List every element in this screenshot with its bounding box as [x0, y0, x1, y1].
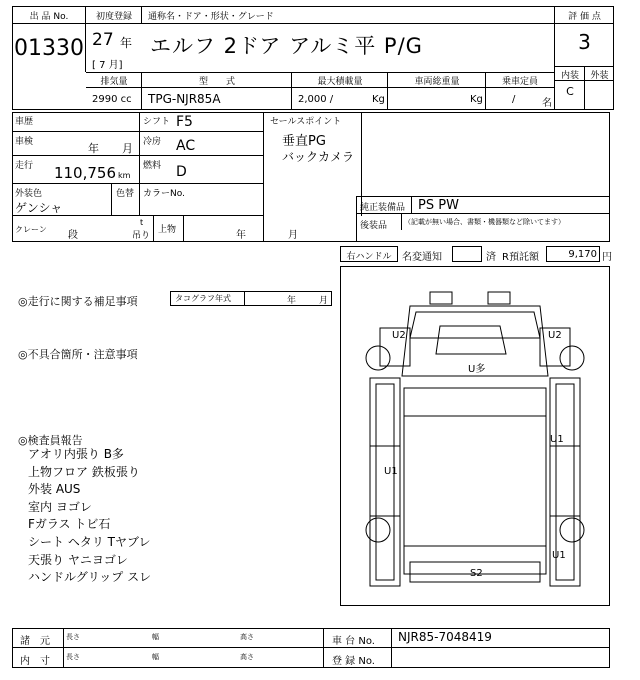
interior-label: 内装 [560, 71, 579, 81]
shift-label: シフト [143, 117, 171, 127]
gross-unit: Kg [470, 94, 483, 105]
mileage-value: 110,756 [53, 164, 116, 182]
interior-value: C [566, 85, 574, 98]
inspector-item: シート ヘタリ Tヤブレ [28, 534, 151, 549]
diagram-mark: U2 [548, 330, 562, 341]
reg-month: [ 7 月] [92, 60, 123, 71]
inspector-label: ◎検査員報告 [18, 434, 83, 447]
lot-label-cell [12, 6, 86, 24]
shift-value: F5 [176, 114, 193, 130]
tax-label: 済 [486, 252, 496, 263]
crane-lift: 吊り [132, 231, 151, 241]
capacity-value: / [512, 94, 516, 105]
diagram-mark: U2 [392, 330, 406, 341]
front-right-wheel [560, 346, 584, 370]
dims-label: 諸 元 [20, 636, 50, 647]
capacity-label: 乗車定員 [501, 77, 538, 87]
reg-label: 登 録 No. [332, 656, 375, 667]
diagram-mark: U1 [550, 434, 564, 445]
reg-year: 27 [92, 30, 114, 50]
recycle-unit: 円 [602, 252, 612, 263]
color-change-label: 色替 [116, 189, 135, 199]
steering-cell [340, 246, 398, 262]
ac-value: AC [176, 138, 196, 154]
name-change-label: 名変通知 [402, 252, 442, 263]
fuel-label: 燃料 [143, 161, 162, 171]
lot-cell [12, 24, 86, 72]
chassis-value: NJR85-7048419 [398, 630, 492, 644]
chassis-label: 車 台 No. [332, 636, 375, 647]
inspector-item: ハンドルグリップ スレ [28, 570, 152, 585]
first-reg-label: 初度登録 [95, 12, 132, 22]
history-label: 車歴 [15, 117, 34, 127]
recycle-value: 9,170 [568, 249, 597, 260]
diagram-mark: U1 [552, 550, 566, 561]
tacho-year: 年 [287, 296, 297, 306]
max-load-label: 最大積載量 [317, 77, 363, 87]
tacho-month: 月 [319, 296, 329, 306]
grade-value: 3 [578, 30, 591, 54]
model-label: 型 式 [198, 77, 235, 87]
inspector-item: アオリ内張り B多 [28, 447, 124, 461]
inner-height-label: 高さ [240, 653, 254, 661]
max-load-unit: Kg [372, 94, 385, 105]
inner-length-label: 長さ [66, 653, 80, 661]
lift-label: 上物 [158, 225, 177, 235]
defects-label: ◎不具合箇所・注意事項 [18, 348, 138, 361]
crane-label: クレーン [15, 225, 47, 234]
name-label-cell [142, 6, 554, 24]
after-equipment-note: （記載が無い場合、書類・機器類など除いてます） [404, 218, 565, 226]
length-label: 長さ [66, 633, 80, 641]
after-equipment-label: 後装品 [360, 221, 388, 231]
sales-point-2: バックカメラ [282, 150, 355, 164]
diagram-mark: U多 [468, 364, 486, 375]
max-load-value: 2,000 / [298, 94, 334, 105]
grade-cell [554, 6, 614, 72]
recycle-box [546, 246, 600, 262]
std-equipment-label: 純正装備品 [360, 203, 406, 213]
width-label: 幅 [152, 633, 159, 641]
truck-diagram [340, 266, 610, 606]
inner-width-label: 幅 [152, 653, 159, 661]
name-label: 通称名・ドア・形状・グレード [148, 12, 274, 22]
inspection-year: 年 [88, 142, 99, 155]
fuel-value: D [176, 164, 187, 180]
inspector-item: 外装 AUS [28, 482, 81, 497]
crane-tons: t [140, 218, 144, 227]
lot-number: 01330 [14, 36, 84, 61]
recycle-label: R預託額 [502, 252, 539, 263]
displacement-value: 2990 cc [92, 94, 132, 105]
grade-label: 評 価 点 [568, 12, 601, 22]
sales-point-1: 垂直PG [282, 134, 326, 149]
supplement-label: ◎走行に関する補足事項 [18, 295, 138, 308]
inspector-item: 天張り ヤニヨゴレ [28, 552, 128, 567]
name-change-box [452, 246, 482, 262]
inspection-month: 月 [122, 142, 133, 155]
inner-dims-label: 内 寸 [20, 656, 50, 667]
model-value: TPG-NJR85A [148, 92, 221, 106]
lot-label: 出 品 No. [29, 12, 69, 22]
cab-roof-shape [436, 326, 506, 354]
height-label: 高さ [240, 633, 254, 641]
gross-label: 車両総重量 [414, 77, 460, 87]
sales-label: セールスポイント [270, 117, 342, 127]
int-ext-cell [554, 66, 614, 110]
capacity-unit: 名 [542, 98, 552, 109]
ext-color-value: ゲンシャ [15, 201, 63, 215]
reg-year-unit: 年 [120, 36, 133, 50]
inspector-list [28, 446, 328, 587]
diagram-mark: U1 [384, 466, 398, 477]
steering-value: 右ハンドル [346, 252, 392, 262]
car-name: エルフ 2ドア アルミ平 P/G [150, 34, 423, 58]
inspector-item: 室内 ヨゴレ [28, 499, 92, 514]
displacement-label: 排気量 [100, 77, 128, 87]
crane-steps: 段 [68, 230, 78, 241]
inspector-item: Fガラス トビ石 [28, 517, 111, 532]
mileage-unit: km [118, 171, 131, 180]
left-gate-shape [370, 378, 400, 586]
lift-month: 月 [288, 230, 298, 241]
right-mirror-shape [488, 292, 510, 304]
tacho-label: タコグラフ年式 [175, 294, 231, 303]
ext-color-label: 外装色 [15, 189, 43, 199]
left-mirror-shape [430, 292, 452, 304]
lift-year: 年 [236, 230, 246, 241]
std-equipment-value: PS PW [418, 198, 459, 213]
exterior-label: 外装 [590, 71, 609, 81]
color-no-label: カラーNo. [143, 189, 185, 199]
diagram-mark: S2 [470, 568, 483, 579]
tacho-box [170, 291, 332, 306]
front-left-wheel [366, 346, 390, 370]
inspection-label: 車検 [15, 137, 34, 147]
first-reg-label-cell [86, 6, 142, 24]
mileage-label: 走行 [15, 161, 34, 171]
ac-label: 冷房 [143, 137, 162, 147]
inspector-item: 上物フロア 鉄板張り [28, 464, 140, 479]
